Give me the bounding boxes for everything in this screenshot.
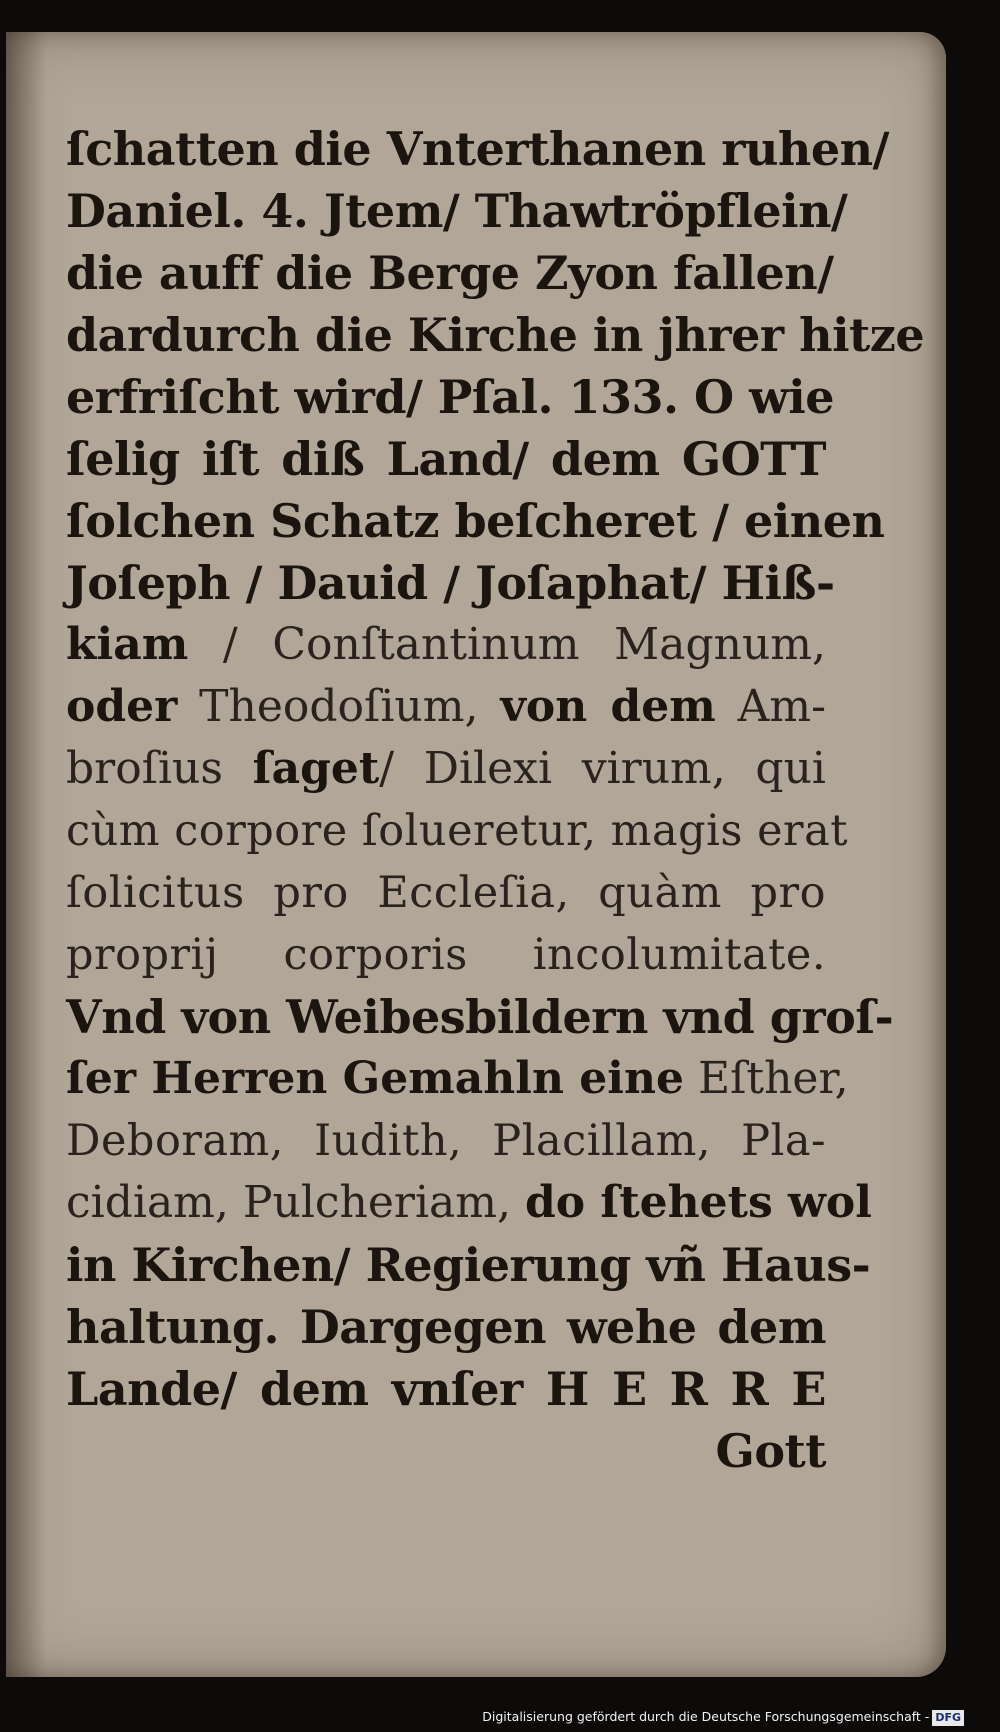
text-line: proprij corporis incolumitate. bbox=[66, 930, 826, 980]
text-line: ſelig iſt diß Land/ dem GOTT bbox=[66, 432, 826, 486]
text-segment: do ſtehets wol bbox=[524, 1177, 872, 1228]
text-line: haltung. Dargegen wehe dem bbox=[66, 1300, 826, 1354]
text-line: Daniel. 4. Jtem/ Thawtröpflein/ bbox=[66, 184, 848, 238]
text-line bbox=[66, 1172, 872, 1234]
text-segment: von dem bbox=[500, 681, 716, 732]
text-line: ſolchen Schatz beſcheret / einen bbox=[66, 494, 885, 548]
text-line bbox=[66, 676, 826, 738]
text-line bbox=[66, 614, 826, 676]
text-segment: kiam bbox=[66, 619, 189, 670]
text-line: ſchatten die Vnterthanen ruhen/ bbox=[66, 122, 889, 176]
dfg-logo: DFG bbox=[932, 1710, 964, 1726]
text-line: ſolicitus pro Eccleſia, quàm pro bbox=[66, 868, 826, 918]
text-segment: Eſther, bbox=[684, 1053, 849, 1104]
text-segment: / Dilexi virum, qui bbox=[379, 743, 827, 794]
text-line: Deboram, Iudith, Placillam, Pla- bbox=[66, 1116, 826, 1166]
text-line: dardurch die Kirche in jhrer hitze bbox=[66, 308, 925, 362]
credit-text: Digitalisierung gefördert durch die Deutsche Forschungsgemeinschaft - bbox=[482, 1709, 930, 1724]
text-line: Vnd von Weibesbildern vnd groſ- bbox=[66, 990, 894, 1044]
text-block bbox=[66, 118, 925, 1482]
text-segment: cidiam, Pulcheriam, bbox=[66, 1177, 525, 1228]
text-line bbox=[66, 738, 826, 800]
book-page bbox=[6, 32, 946, 1677]
digitization-credit bbox=[482, 1706, 964, 1728]
text-line: erfriſcht wird/ Pſal. 133. O wie bbox=[66, 370, 834, 424]
text-line: cùm corpore ſolueretur, magis erat bbox=[66, 806, 849, 856]
catchword: Gott bbox=[715, 1424, 826, 1478]
gutter-shadow bbox=[6, 32, 46, 1677]
text-segment: oder bbox=[66, 681, 178, 732]
text-segment: broſius bbox=[66, 743, 253, 794]
text-segment: / Conſtantinum Magnum, bbox=[188, 619, 826, 670]
text-line: die auff die Berge Zyon fallen/ bbox=[66, 246, 834, 300]
text-line bbox=[66, 1048, 849, 1110]
text-line: in Kirchen/ Regierung vñ Haus- bbox=[66, 1238, 871, 1292]
text-line: Joſeph / Dauid / Joſaphat/ Hiß- bbox=[66, 556, 835, 610]
text-segment: ſer Herren Gemahln eine bbox=[66, 1053, 684, 1104]
text-segment: Am- bbox=[715, 681, 827, 732]
text-segment: ſaget bbox=[252, 743, 380, 794]
text-line: Lande/ dem vnſer H E R R E bbox=[66, 1362, 826, 1416]
text-segment: Theodoſium, bbox=[177, 681, 501, 732]
